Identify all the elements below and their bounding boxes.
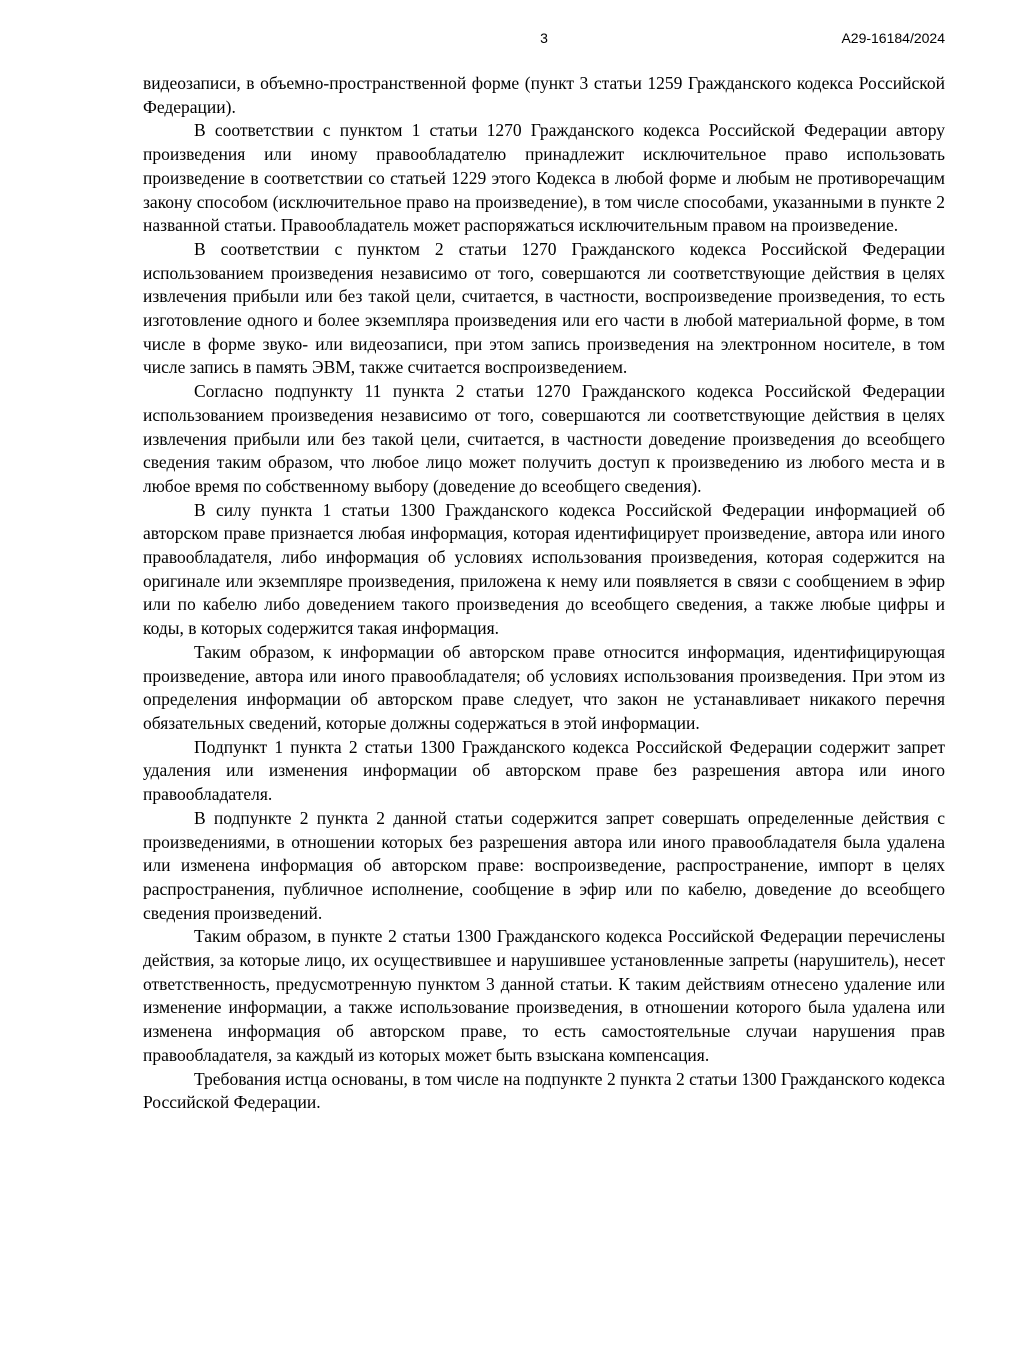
paragraph-6: Таким образом, к информации об авторском праве относится информация, идентифицирующая произведение, автора или иного правообладателя; об условиях использования произведения. При этом из определения информации об авторском праве следует, что закон не устанавливает никакого перечня обязательных сведений, которые должны содержаться в этой информации. (143, 641, 945, 733)
paragraph-3: В соответствии с пунктом 2 статьи 1270 Гражданского кодекса Российской Федерации использованием произведения независимо от того, совершаются ли соответствующие действия в целях извлечения прибыли или без такой цели, считается, в частности, воспроизведение произведения, то есть изготовление одного и более экземпляра произведения или его части в любой материальной форме, в том числе в форме звуко- или видеозаписи, при этом запись произведения на электронном носителе, в том числе запись в память ЭВМ, также считается воспроизведением. (143, 238, 945, 378)
paragraph-10: Требования истца основаны, в том числе на подпункте 2 пункта 2 статьи 1300 Гражданского кодекса Российской Федерации. (143, 1068, 945, 1113)
paragraph-9: Таким образом, в пункте 2 статьи 1300 Гражданского кодекса Российской Федерации перечислены действия, за которые лицо, их осуществившее и нарушившее установленные запреты (нарушитель), несет ответственность, предусмотренную пунктом 3 данной статьи. К таким действиям отнесено удаление или изменение информации, а также использование произведения, в отношении которого была удалена или изменена информация об авторском праве, то есть самостоятельные случаи нарушения прав правообладателя, за каждый из которых может быть взыскана компенсация. (143, 926, 945, 1065)
paragraph-2: В соответствии с пунктом 1 статьи 1270 Гражданского кодекса Российской Федерации автору произведения или иному правообладателю принадлежит исключительное право использовать произведение в соответствии со статьей 1229 этого Кодекса в любой форме и любым не противоречащим закону способом (исключительное право на произведение), в том числе способами, указанными в пункте 2 названной статьи. Правообладатель может распоряжаться исключительным правом на произведение. (143, 120, 945, 236)
case-number: А29-16184/2024 (841, 30, 945, 46)
document-body (143, 72, 945, 1115)
paragraph-1: видеозаписи, в объемно-пространственной форме (пункт 3 статьи 1259 Гражданского кодекса Российской Федерации). (143, 73, 945, 117)
page-header (143, 30, 945, 48)
paragraph-8: В подпункте 2 пункта 2 данной статьи содержится запрет совершать определенные действия с произведениями, в отношении которых без разрешения автора или иного правообладателя была удалена или изменена информация об авторском праве: воспроизведение, распространение, импорт в целях распространения, публичное исполнение, сообщение в эфир или по кабелю, доведение до всеобщего сведения произведений. (143, 807, 945, 923)
paragraph-7: Подпункт 1 пункта 2 статьи 1300 Гражданского кодекса Российской Федерации содержит запрет удаления или изменения информации об авторском праве без разрешения автора или иного правообладателя. (143, 736, 945, 805)
paragraph-5: В силу пункта 1 статьи 1300 Гражданского кодекса Российской Федерации информацией об авторском праве признается любая информация, которая идентифицирует произведение, автора или иного правообладателя, либо информация об условиях использования произведения, которая содержится на оригинале или экземпляре произведения, приложена к нему или появляется в связи с сообщением в эфир или по кабелю либо доведением такого произведения до всеобщего сведения, а также любые цифры и коды, в которых содержится такая информация. (143, 499, 945, 639)
paragraph-4: Согласно подпункту 11 пункта 2 статьи 1270 Гражданского кодекса Российской Федерации использованием произведения независимо от того, совершаются ли соответствующие действия в целях извлечения прибыли или без такой цели, считается, в частности доведение произведения до всеобщего сведения таким образом, что любое лицо может получить доступ к произведению из любого места и в любое время по собственному выбору (доведение до всеобщего сведения). (143, 381, 945, 496)
page-number: 3 (540, 30, 548, 46)
